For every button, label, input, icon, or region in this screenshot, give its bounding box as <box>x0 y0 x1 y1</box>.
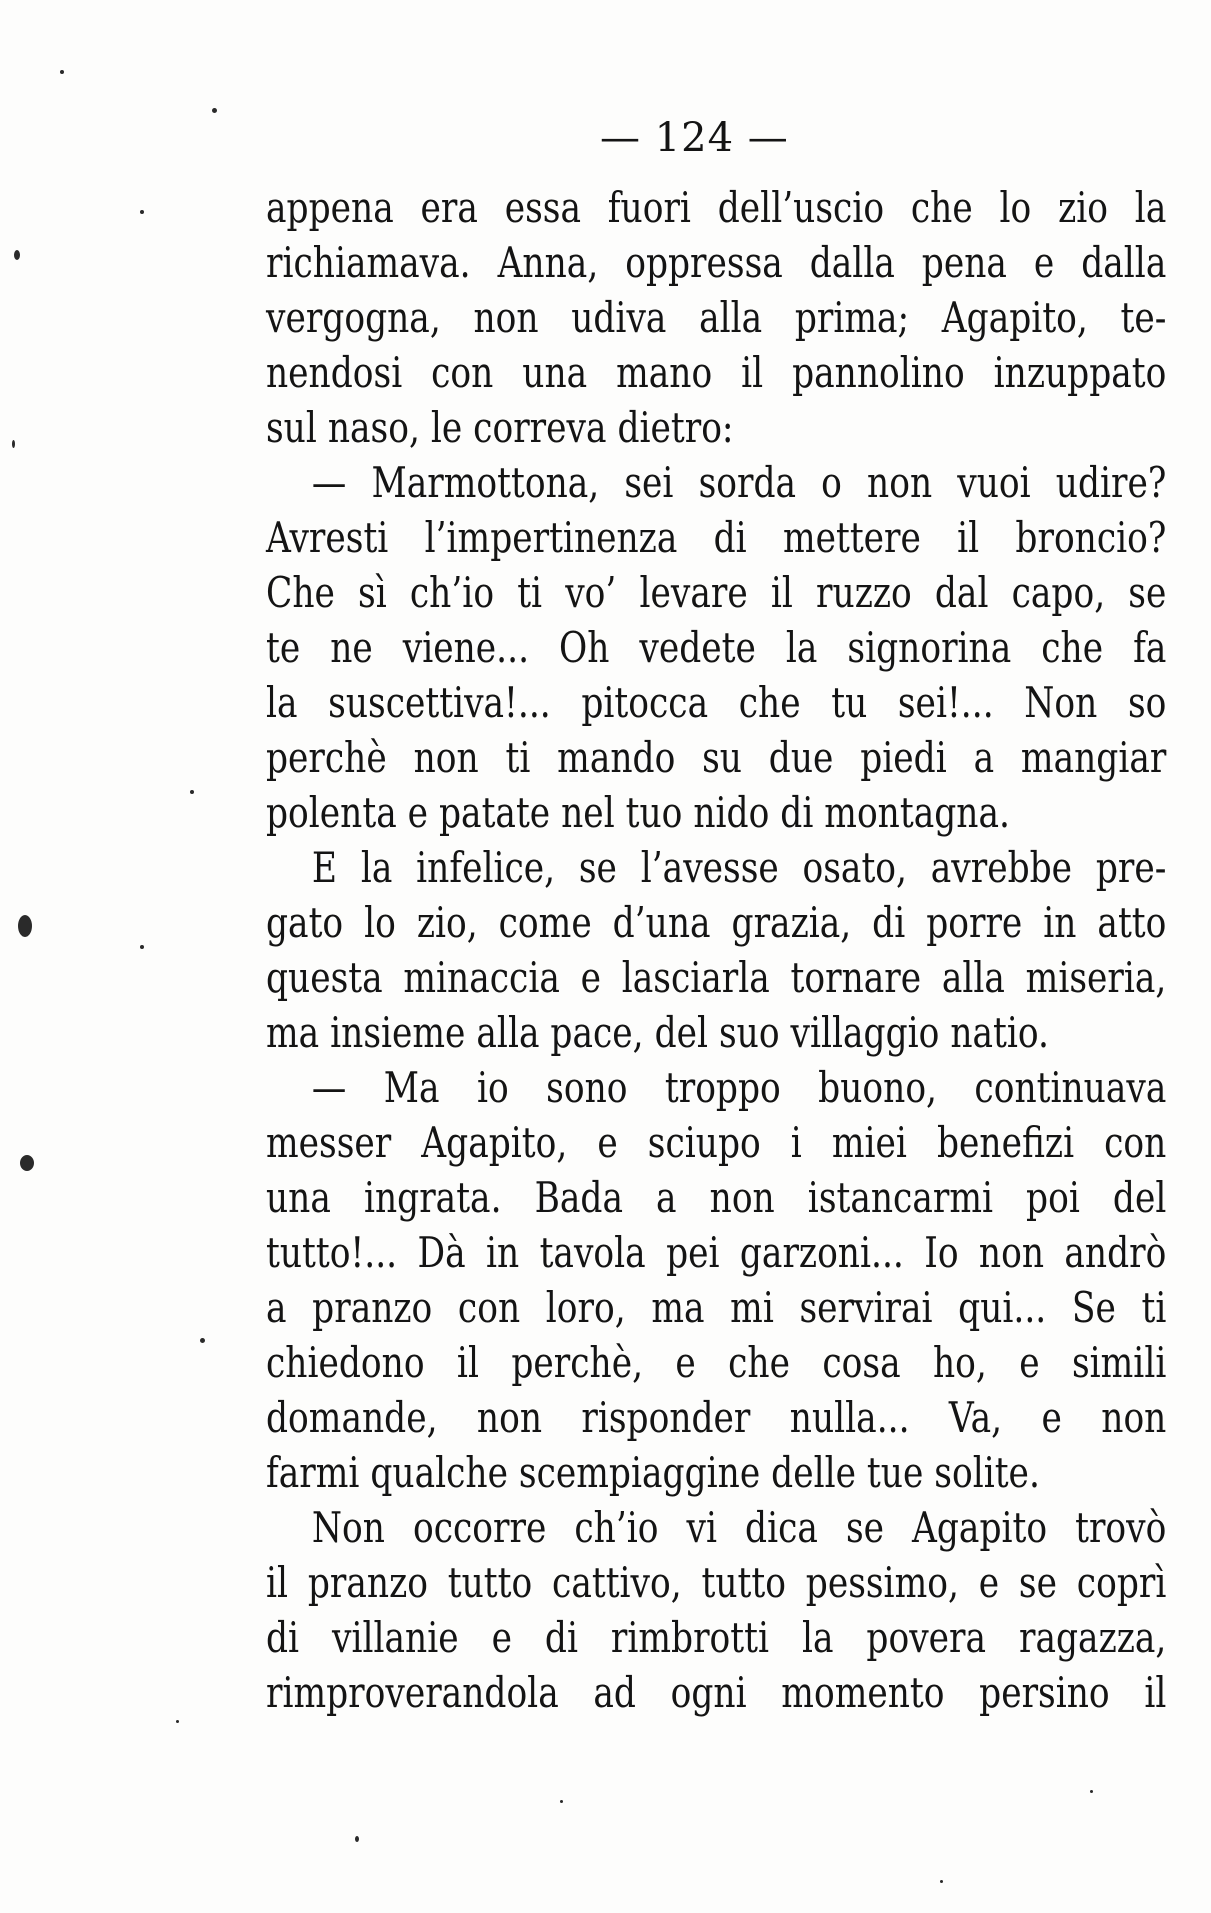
text-line: vergogna, non udiva alla prima; Agapito, te- <box>266 293 1167 342</box>
text-line: gato lo zio, come d’una grazia, di porre in atto <box>266 898 1167 947</box>
text-line: Che sì ch’io ti vo’ levare il ruzzo dal capo, se <box>266 568 1167 617</box>
text-line: questa minaccia e lasciarla tornare alla miseria, <box>266 953 1167 1002</box>
text-line: — Ma io sono troppo buono, continuava <box>311 1063 1167 1112</box>
text-line: a pranzo con loro, ma mi servirai qui... Se ti <box>266 1283 1167 1332</box>
text-line: Avresti l’impertinenza di mettere il broncio? <box>266 513 1167 562</box>
text-line: rimproverandola ad ogni momento persino il <box>266 1668 1167 1717</box>
text-line: polenta e patate nel tuo nido di montagna. <box>266 788 1010 837</box>
text-line: il pranzo tutto cattivo, tutto pessimo, e se coprì <box>266 1558 1167 1607</box>
page-number: — 124 — <box>600 115 789 161</box>
text-line: di villanie e di rimbrotti la povera ragazza, <box>266 1613 1167 1662</box>
text-line: domande, non risponder nulla... Va, e non <box>266 1393 1167 1442</box>
scan-speck <box>140 210 144 214</box>
scan-speck <box>176 1720 179 1723</box>
scan-speck <box>12 440 15 448</box>
text-line: sul naso, le correva dietro: <box>266 403 734 452</box>
scan-speck <box>560 1800 563 1803</box>
text-line: chiedono il perchè, e che cosa ho, e simili <box>266 1338 1167 1387</box>
scan-speck <box>1090 1790 1093 1793</box>
text-line: richiamava. Anna, oppressa dalla pena e dalla <box>266 238 1167 287</box>
text-line: una ingrata. Bada a non istancarmi poi del <box>266 1173 1167 1222</box>
text-line: ma insieme alla pace, del suo villaggio natio. <box>266 1008 1049 1057</box>
scan-speck <box>18 915 32 937</box>
text-line: farmi qualche scempiaggine delle tue solite. <box>266 1448 1040 1497</box>
scan-speck <box>940 1880 943 1883</box>
scan-speck <box>212 108 217 113</box>
text-line: — Marmottona, sei sorda o non vuoi udire? <box>311 458 1167 507</box>
text-line: nendosi con una mano il pannolino inzuppato <box>266 348 1167 397</box>
scan-speck <box>200 1338 205 1343</box>
text-line: messer Agapito, e sciupo i miei benefizi con <box>266 1118 1167 1167</box>
text-line: Non occorre ch’io vi dica se Agapito trovò <box>311 1503 1167 1552</box>
body-text <box>266 180 1166 1720</box>
scan-speck <box>60 70 64 74</box>
text-line: appena era essa fuori dell’uscio che lo zio la <box>266 183 1167 232</box>
scan-speck <box>140 945 144 949</box>
scan-speck <box>355 1836 359 1842</box>
text-line: te ne viene... Oh vedete la signorina che fa <box>266 623 1167 672</box>
scan-speck <box>190 790 194 794</box>
scan-speck <box>20 1155 34 1171</box>
text-line: perchè non ti mando su due piedi a mangiar <box>266 733 1167 782</box>
text-line: E la infelice, se l’avesse osato, avrebbe pre- <box>311 843 1167 892</box>
text-line: tutto!... Dà in tavola pei garzoni... Io non andrò <box>266 1228 1167 1277</box>
text-line: la suscettiva!... pitocca che tu sei!... Non so <box>266 678 1167 727</box>
scan-speck <box>14 250 20 260</box>
